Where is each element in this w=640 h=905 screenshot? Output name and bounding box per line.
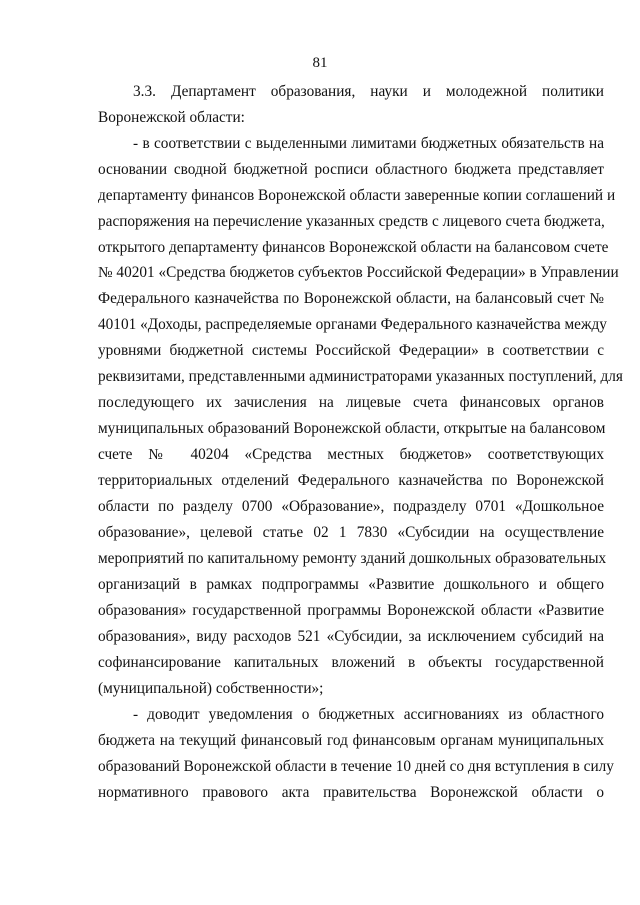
text-line: - в соответствии с выделенными лимитами бюджетных обязательств на [133, 135, 604, 152]
text-line: последующего их зачисления на лицевые счета финансовых органов [98, 394, 604, 411]
text-line: муниципальных образований Воронежской области, открытые на балансовом [98, 420, 606, 437]
text-line: организаций в рамках подпрограммы «Развитие дошкольного и общего [98, 576, 604, 593]
text-line: мероприятий по капитальному ремонту зданий дошкольных образовательных [98, 550, 607, 567]
text-line: основании сводной бюджетной росписи областного бюджета представляет [98, 161, 604, 178]
text-line: (муниципальной) собственности»; [98, 680, 324, 697]
text-line: реквизитами, представленными администраторами указанных поступлений, для [98, 368, 623, 385]
text-line: области по разделу 0700 «Образование», подразделу 0701 «Дошкольное [98, 498, 604, 515]
text-line: образование», целевой статье 02 1 7830 «Субсидии на осуществление [98, 524, 604, 541]
text-line: открытого департаменту финансов Воронежской области на балансовом счете [98, 239, 609, 256]
text-line: 3.3. Департамент образования, науки и молодежной политики [133, 83, 604, 100]
text-line: образований Воронежской области в течение 10 дней со дня вступления в силу [98, 758, 614, 775]
text-line: Воронежской области: [98, 109, 245, 126]
text-line: 40101 «Доходы, распределяемые органами Федерального казначейства между [98, 316, 607, 333]
text-line: - доводит уведомления о бюджетных ассигнованиях из областного [133, 706, 604, 723]
text-line: департаменту финансов Воронежской области заверенные копии соглашений и [98, 187, 616, 204]
text-line: бюджета на текущий финансовый год финансовым органам муниципальных [98, 732, 604, 749]
page-number: 81 [312, 55, 328, 71]
text-line: № 40201 «Средства бюджетов субъектов Российской Федерации» в Управлении [98, 264, 619, 281]
text-line: софинансирование капитальных вложений в объекты государственной [98, 654, 604, 671]
text-line: Федерального казначейства по Воронежской области, на балансовый счет № [98, 290, 604, 307]
text-line: территориальных отделений Федерального казначейства по Воронежской [98, 472, 604, 489]
text-line: образования», виду расходов 521 «Субсидии, за исключением субсидий на [98, 628, 604, 645]
text-line: распоряжения на перечисление указанных средств с лицевого счета бюджета, [98, 213, 605, 230]
text-line: нормативного правового акта правительства Воронежской области о [98, 784, 604, 801]
text-line: образования» государственной программы Воронежской области «Развитие [98, 602, 604, 619]
text-line: счете № 40204 «Средства местных бюджетов» соответствующих [98, 446, 604, 463]
text-line: уровнями бюджетной системы Российской Федерации» в соответствии с [98, 342, 604, 359]
